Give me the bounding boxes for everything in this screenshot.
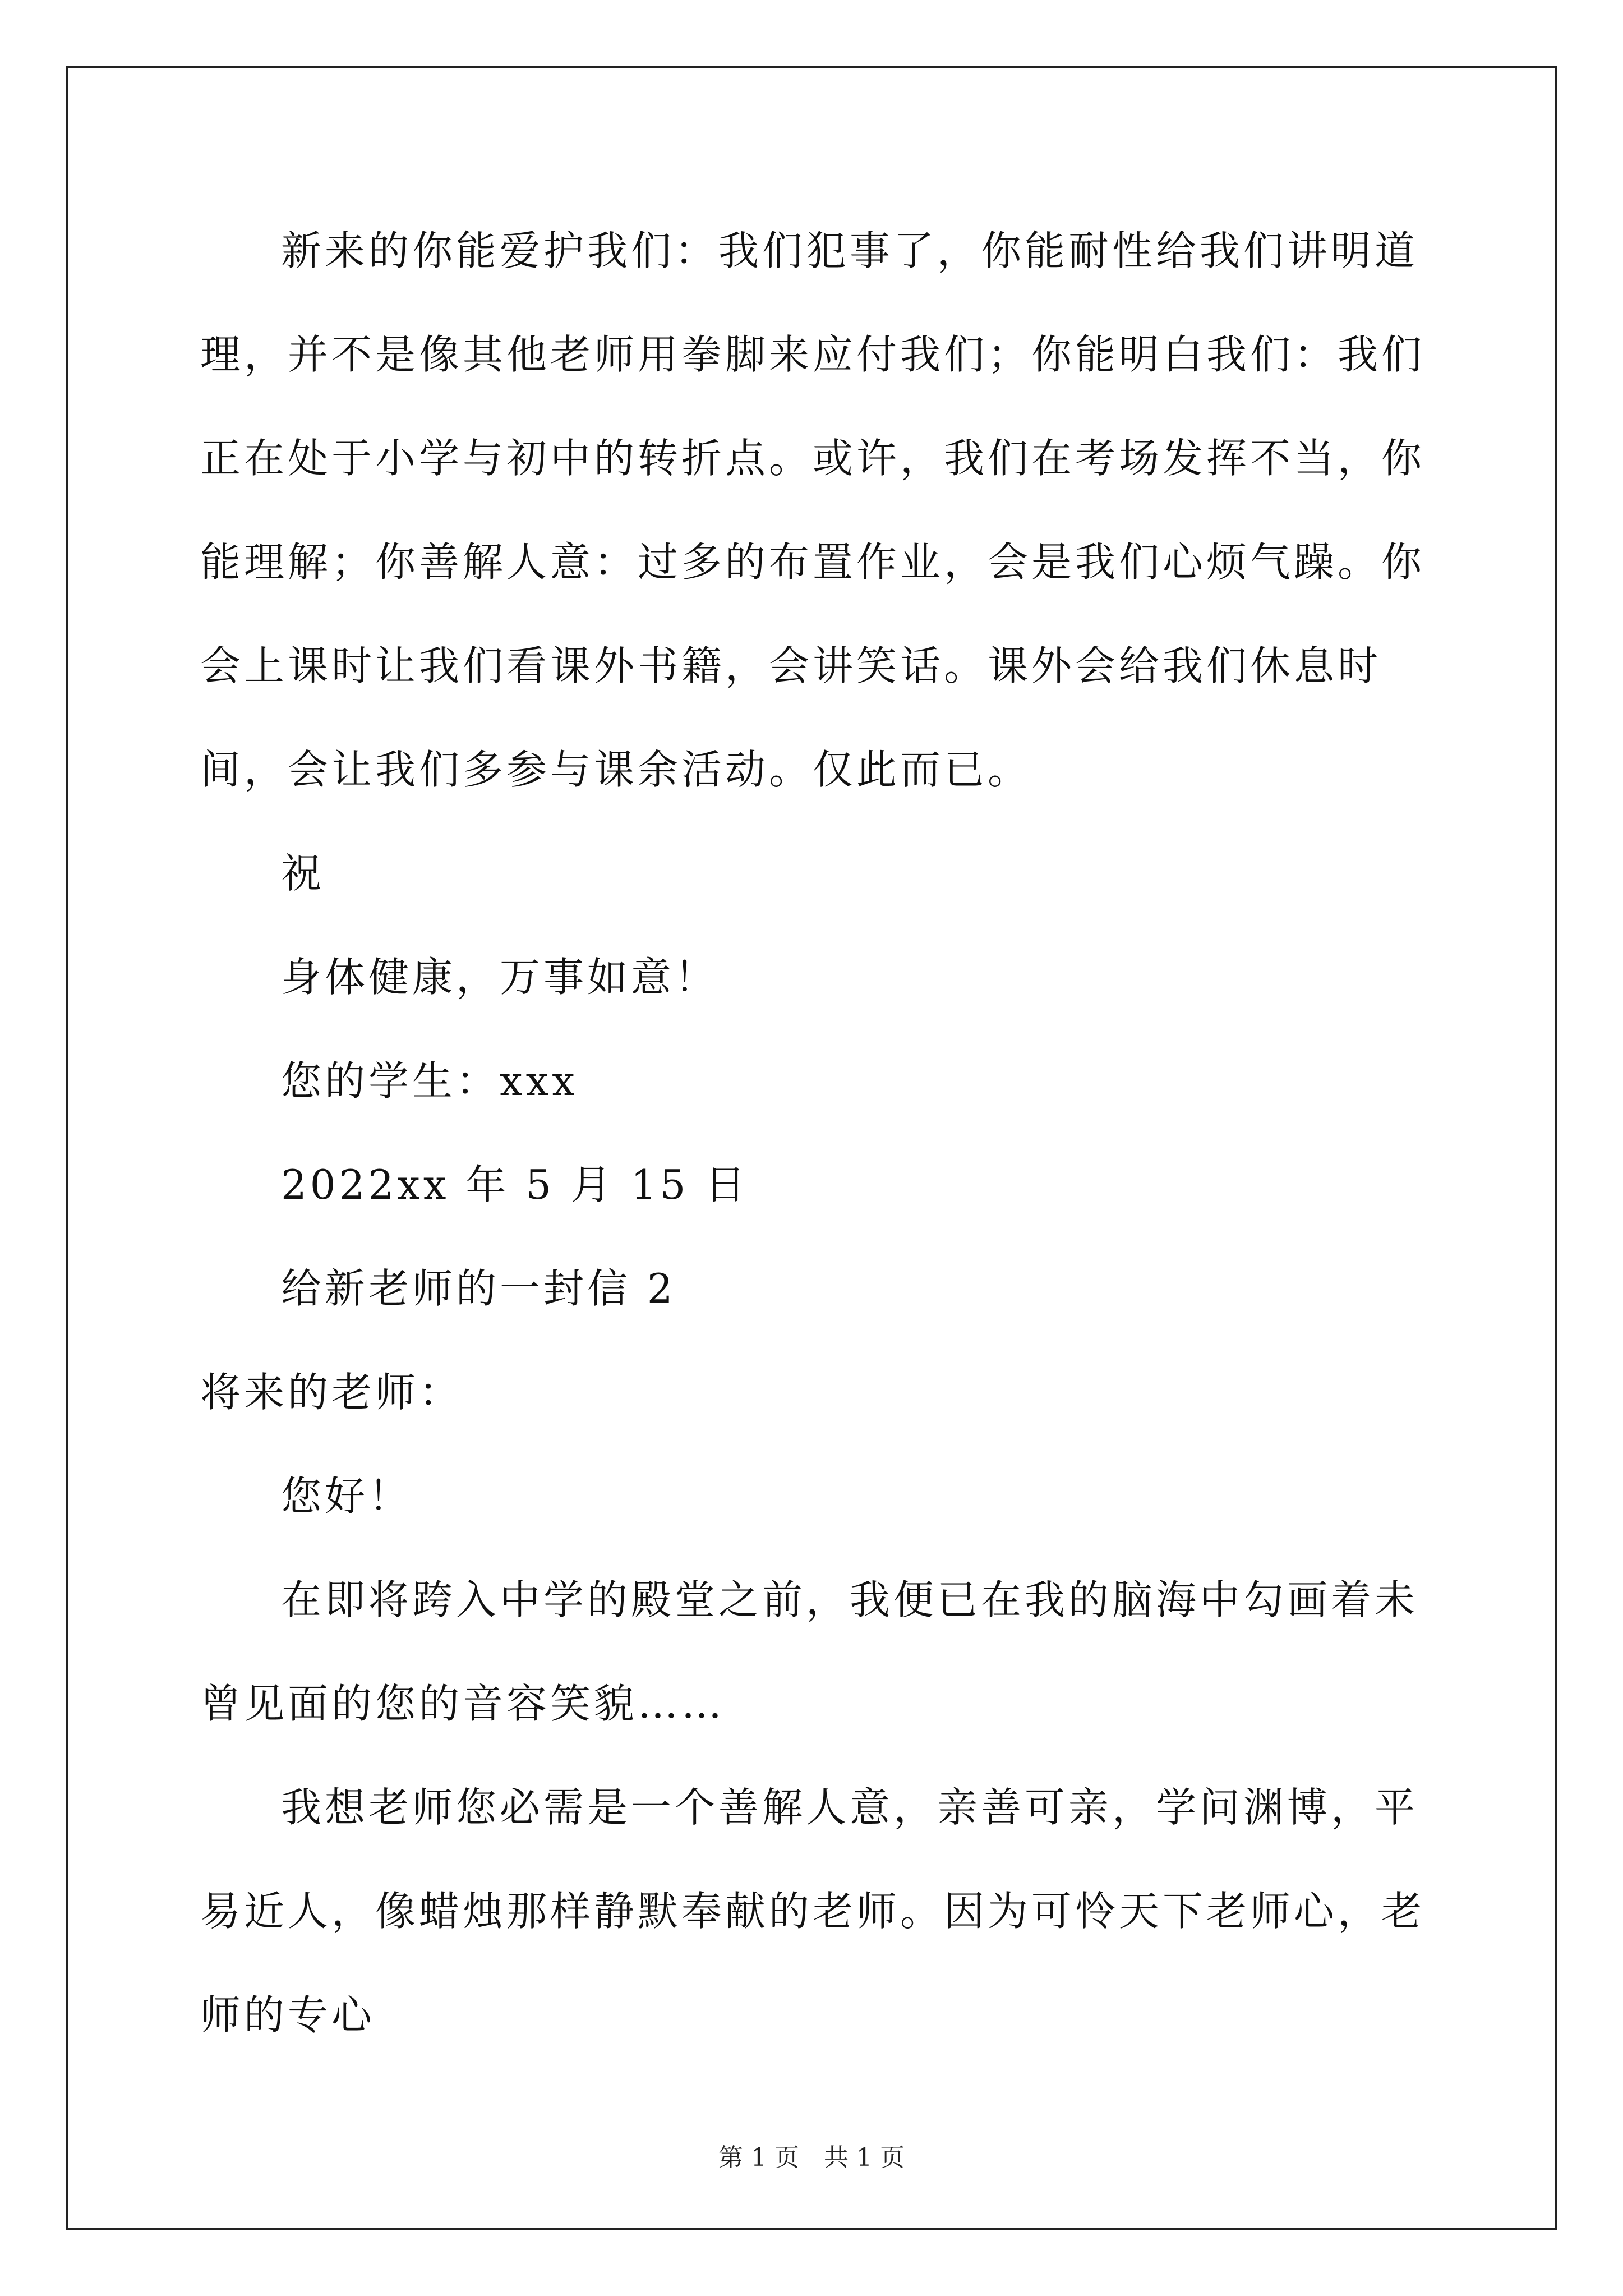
paragraph-date: 2022xx 年 5 月 15 日 [281,1161,749,1208]
paragraph-teacher-care: 新来的你能爱护我们：我们犯事了，你能耐性给我们讲明道理，并不是像其他老师用拳脚来应付我们；你能明白我们：我们正在处于小学与初中的转折点。或许，我们在考场发挥不当，你能理解；你善解人意：过多的布置作业，会是我们心烦气躁。你会上课时让我们看课外书籍，会讲笑话。课外会给我们休息时间，会让我们多参与课余活动。仅此而已。 [200,227,1426,793]
section-title: 给新老师的一封信 2 [281,1265,676,1312]
paragraph-blessing: 身体健康，万事如意！ [281,954,719,1001]
paragraph-signature: 您的学生：xxx [281,1057,578,1105]
paragraph-greeting: 您好！ [281,1473,413,1520]
page-footer: 第 1 页 共 1 页 [718,2143,905,2172]
paragraph-ideal-teacher: 我想老师您必需是一个善解人意，亲善可亲，学问渊博，平易近人，像蜡烛那样静默奉献的老师。因为可怜天下老师心，老师的专心 [200,1784,1426,2039]
paragraph-imagination: 在即将跨入中学的殿堂之前，我便已在我的脑海中勾画着未曾见面的您的音容笑貌…… [200,1576,1419,1727]
paragraph-wish: 祝 [281,850,325,897]
paragraph-salutation: 将来的老师： [200,1369,463,1416]
